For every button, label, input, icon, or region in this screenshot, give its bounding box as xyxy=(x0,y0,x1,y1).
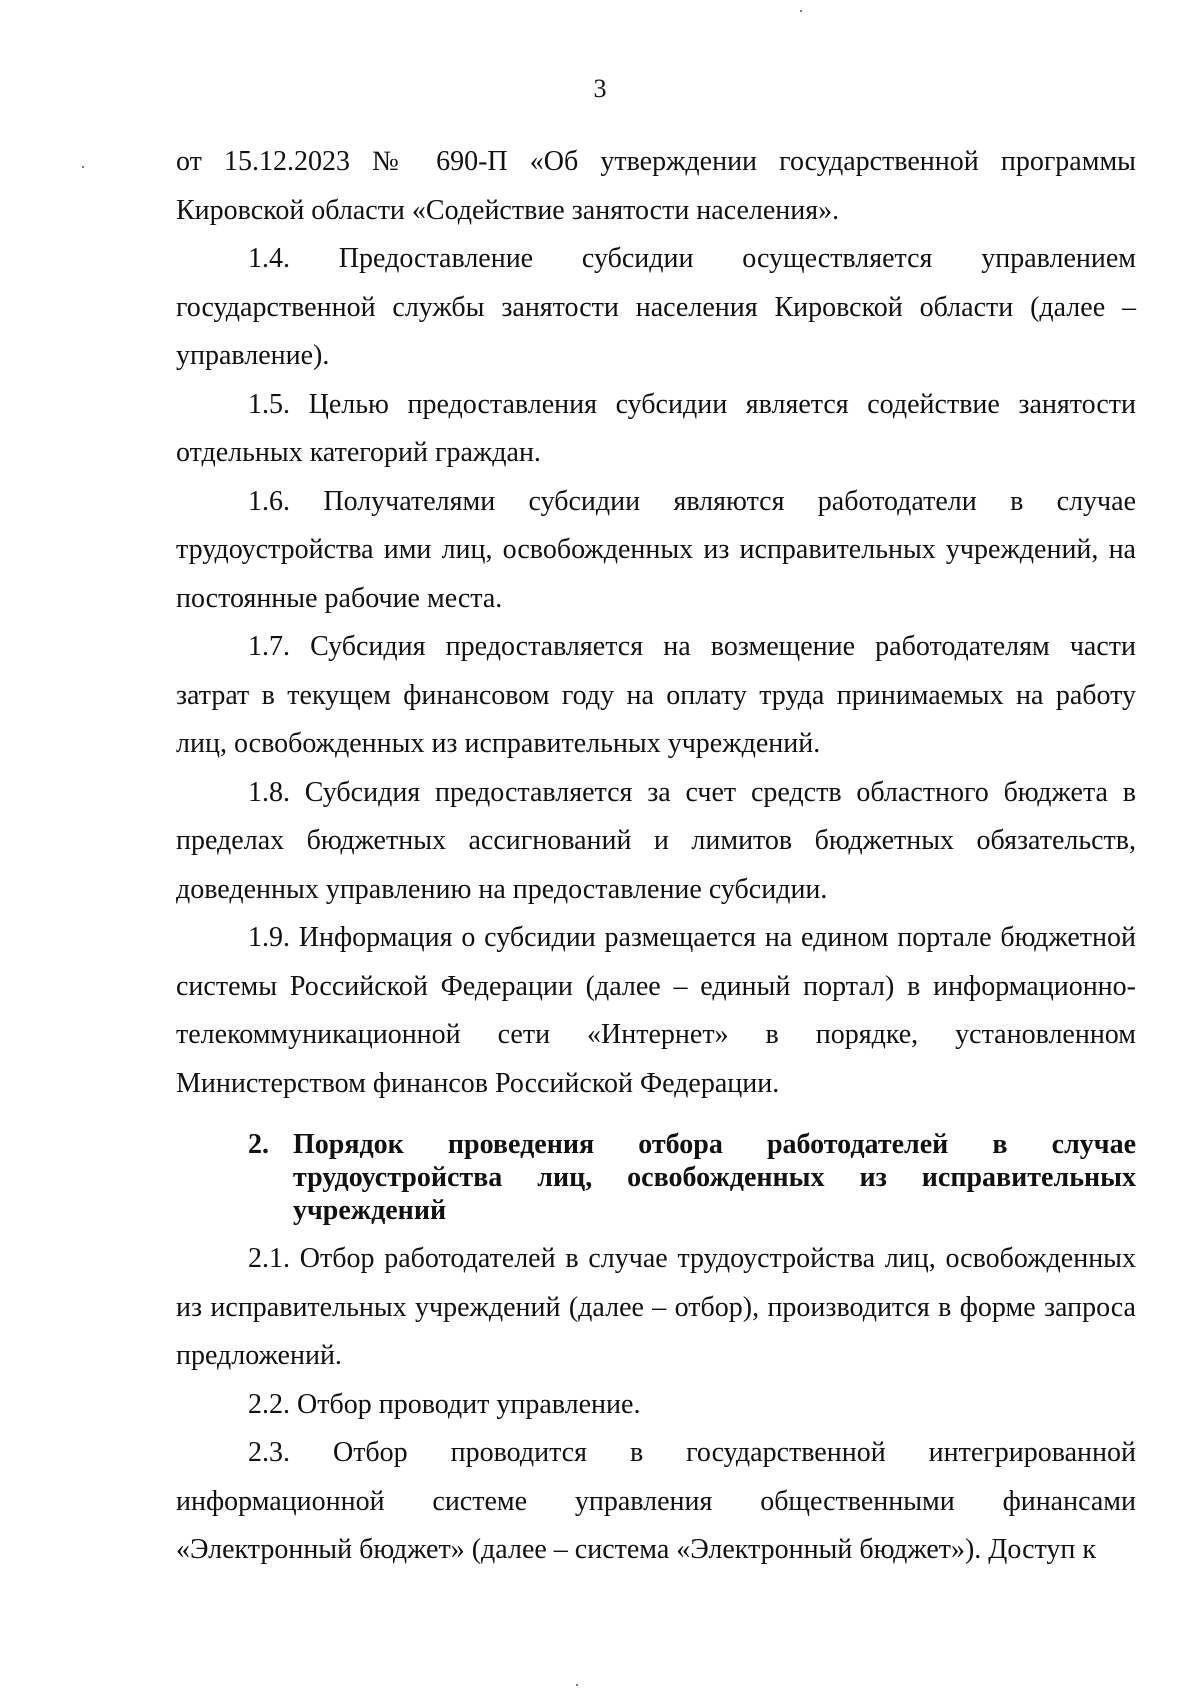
paragraph-1-5: 1.5. Целью предоставления субсидии является содействие занятости отдельных категорий граждан. xyxy=(176,388,1136,468)
scan-speck xyxy=(576,1684,578,1686)
scan-speck xyxy=(82,166,84,168)
section-2-title: Порядок проведения отбора работодателей в случае трудоустройства лиц, освобожденных из исправительных учреждений xyxy=(293,1129,1136,1226)
paragraph-continuation: от 15.12.2023 № 690-П «Об утверждении государственной программы Кировской области «Содействие занятости населения». xyxy=(176,146,1136,226)
paragraph-1-7: 1.7. Субсидия предоставляется на возмещение работодателям части затрат в текущем финансовом году на оплату труда принимаемых на работу лиц, освобожденных из исправительных учреждений. xyxy=(176,631,1136,759)
scan-speck xyxy=(800,10,802,12)
page-number: 3 xyxy=(593,74,607,103)
paragraph-2-1: 2.1. Отбор работодателей в случае трудоустройства лиц, освобожденных из исправительных учреждений (далее – отбор), производится в форме запроса предложений. xyxy=(176,1243,1136,1371)
paragraph-2-3: 2.3. Отбор проводится в государственной интегрированной информационной системе управления общественными финансами «Электронный бюджет» (далее – система «Электронный бюджет»). Доступ к xyxy=(176,1437,1136,1565)
section-2-number: 2. xyxy=(248,1129,269,1160)
document-body xyxy=(176,138,1136,1575)
section-2-heading xyxy=(176,1128,1136,1227)
paragraph-2-2: 2.2. Отбор проводит управление. xyxy=(248,1388,641,1420)
paragraph-1-6: 1.6. Получателями субсидии являются работодатели в случае трудоустройства ими лиц, освобожденных из исправительных учреждений, на постоянные рабочие места. xyxy=(176,485,1136,614)
paragraph-1-4: 1.4. Предоставление субсидии осуществляется управлением государственной службы занятости населения Кировской области (далее – управление). xyxy=(176,243,1136,371)
paragraph-1-8: 1.8. Субсидия предоставляется за счет средств областного бюджета в пределах бюджетных ассигнований и лимитов бюджетных обязательств, доведенных управлению на предоставление субсидии. xyxy=(176,776,1136,905)
paragraph-1-9: 1.9. Информация о субсидии размещается на едином портале бюджетной системы Российской Федерации (далее – единый портал) в информационно-телекоммуникационной сети «Интернет» в порядке, установленном Министерством финансов Российской Федерации. xyxy=(176,922,1136,1099)
